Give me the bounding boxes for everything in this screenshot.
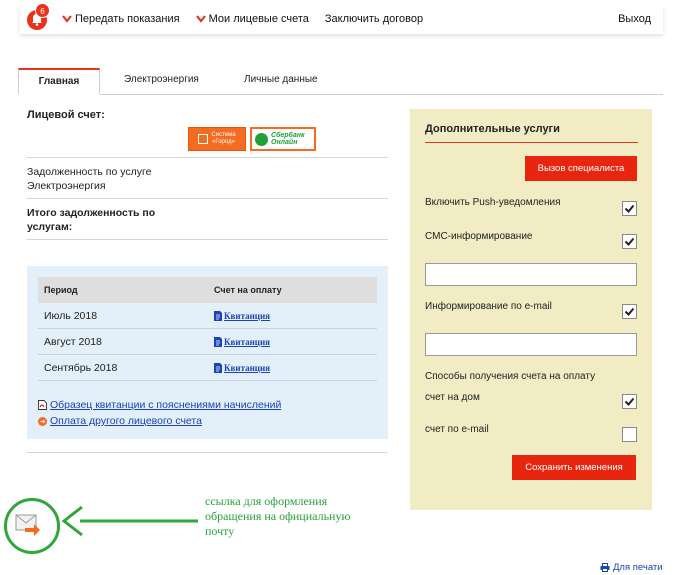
nav-submit-readings[interactable] — [62, 13, 180, 25]
table-header — [38, 277, 377, 303]
bill-email-checkbox[interactable] — [622, 427, 637, 442]
total-debt-label: Итого задолженность по услугам: — [27, 207, 156, 233]
document-icon — [214, 337, 222, 347]
nav-my-accounts[interactable] — [196, 13, 309, 25]
nav-label: Передать показания — [75, 13, 180, 25]
notification-badge: 6 — [35, 3, 50, 18]
other-account-payment-link[interactable]: Оплата другого лицевого счета — [50, 415, 202, 427]
divider — [27, 198, 388, 199]
logout-link[interactable]: Выход — [618, 13, 651, 25]
call-specialist-button[interactable]: Вызов специалиста — [525, 156, 637, 181]
table-row — [38, 329, 377, 355]
sms-label: СМС-информирование — [425, 231, 533, 242]
bill-home-label: счет на дом — [425, 392, 480, 403]
service-debt-line2: Электроэнергия — [27, 180, 106, 192]
period-cell: Июль 2018 — [44, 309, 98, 322]
sberbank-mark-icon — [255, 133, 268, 146]
email-input[interactable] — [425, 333, 637, 356]
system-gorod-mark-icon — [198, 134, 208, 144]
annotation-arrow-icon — [60, 503, 200, 539]
divider — [27, 157, 388, 158]
email-info-label: Информирование по e-mail — [425, 301, 552, 312]
chevron-down-icon — [62, 15, 72, 23]
mail-icon[interactable] — [15, 514, 41, 536]
period-header: Период — [44, 285, 78, 295]
sberbank-line1: Сбербанк — [271, 132, 305, 139]
printer-icon — [600, 563, 610, 572]
services-title: Дополнительные услуги — [425, 123, 560, 135]
system-gorod-line1: Система — [211, 132, 236, 138]
other-account-link-row — [38, 415, 202, 427]
main-nav — [62, 4, 439, 34]
service-debt-line1: Задолженность по услуге — [27, 166, 152, 178]
print-link[interactable] — [600, 562, 663, 573]
tab-main[interactable]: Главная — [18, 68, 100, 95]
tab-personal-data[interactable]: Личные данные — [244, 74, 318, 85]
document-icon — [214, 363, 222, 373]
service-debt-label — [27, 165, 151, 193]
receipt-link[interactable]: Квитанция — [224, 362, 271, 373]
title-underline — [425, 142, 638, 143]
bill-email-label: счет по e-mail — [425, 424, 489, 435]
phone-input[interactable] — [425, 263, 637, 286]
delivery-methods-label: Способы получения счета на оплату — [425, 371, 596, 382]
annotation-line2: обращения на официальную — [205, 509, 351, 523]
nav-label: Заключить договор — [324, 13, 424, 25]
system-gorod-logo[interactable] — [188, 127, 246, 151]
period-cell: Август 2018 — [44, 335, 102, 348]
receipt-link[interactable]: Квитанция — [224, 336, 271, 347]
annotation-line3: почту — [205, 524, 235, 538]
tab-electricity[interactable]: Электроэнергия — [124, 74, 199, 85]
arrow-circle-icon — [38, 417, 47, 426]
receipt-link[interactable]: Квитанция — [224, 310, 271, 321]
push-checkbox[interactable] — [622, 201, 637, 216]
account-label: Лицевой счет: — [27, 109, 105, 121]
system-gorod-line2: «Город» — [212, 139, 235, 145]
table-row — [38, 303, 377, 329]
sample-receipt-link-row — [38, 399, 281, 411]
sberbank-line2: Онлайн — [271, 139, 298, 146]
save-changes-button[interactable]: Сохранить изменения — [512, 455, 636, 480]
invoice-header: Счет на оплату — [214, 285, 282, 295]
invoices-table — [38, 277, 377, 381]
table-row — [38, 355, 377, 381]
checkmark-icon — [624, 203, 635, 214]
print-label: Для печати — [613, 562, 663, 573]
payment-logos — [188, 127, 316, 151]
checkmark-icon — [624, 396, 635, 407]
additional-services-panel — [410, 109, 652, 510]
sberbank-online-logo[interactable] — [250, 127, 316, 151]
tab-bar — [18, 68, 663, 95]
chevron-down-icon — [196, 15, 206, 23]
pdf-icon — [38, 400, 47, 410]
top-bar — [20, 4, 663, 34]
nav-sign-contract[interactable] — [325, 13, 423, 25]
annotation-text — [205, 494, 390, 539]
period-cell: Сентябрь 2018 — [44, 361, 118, 374]
sample-receipt-link[interactable]: Образец квитанции с пояснениями начислений — [50, 399, 282, 411]
divider — [27, 239, 388, 240]
email-info-checkbox[interactable] — [622, 304, 637, 319]
nav-label: Мои лицевые счета — [208, 13, 309, 25]
document-icon — [214, 311, 222, 321]
invoices-box — [27, 266, 388, 439]
checkmark-icon — [624, 306, 635, 317]
divider — [27, 452, 388, 453]
sms-checkbox[interactable] — [622, 234, 637, 249]
checkmark-icon — [624, 236, 635, 247]
push-label: Включить Push-уведомления — [425, 197, 561, 208]
bill-home-checkbox[interactable] — [622, 394, 637, 409]
annotation-line1: ссылка для оформления — [205, 494, 328, 508]
